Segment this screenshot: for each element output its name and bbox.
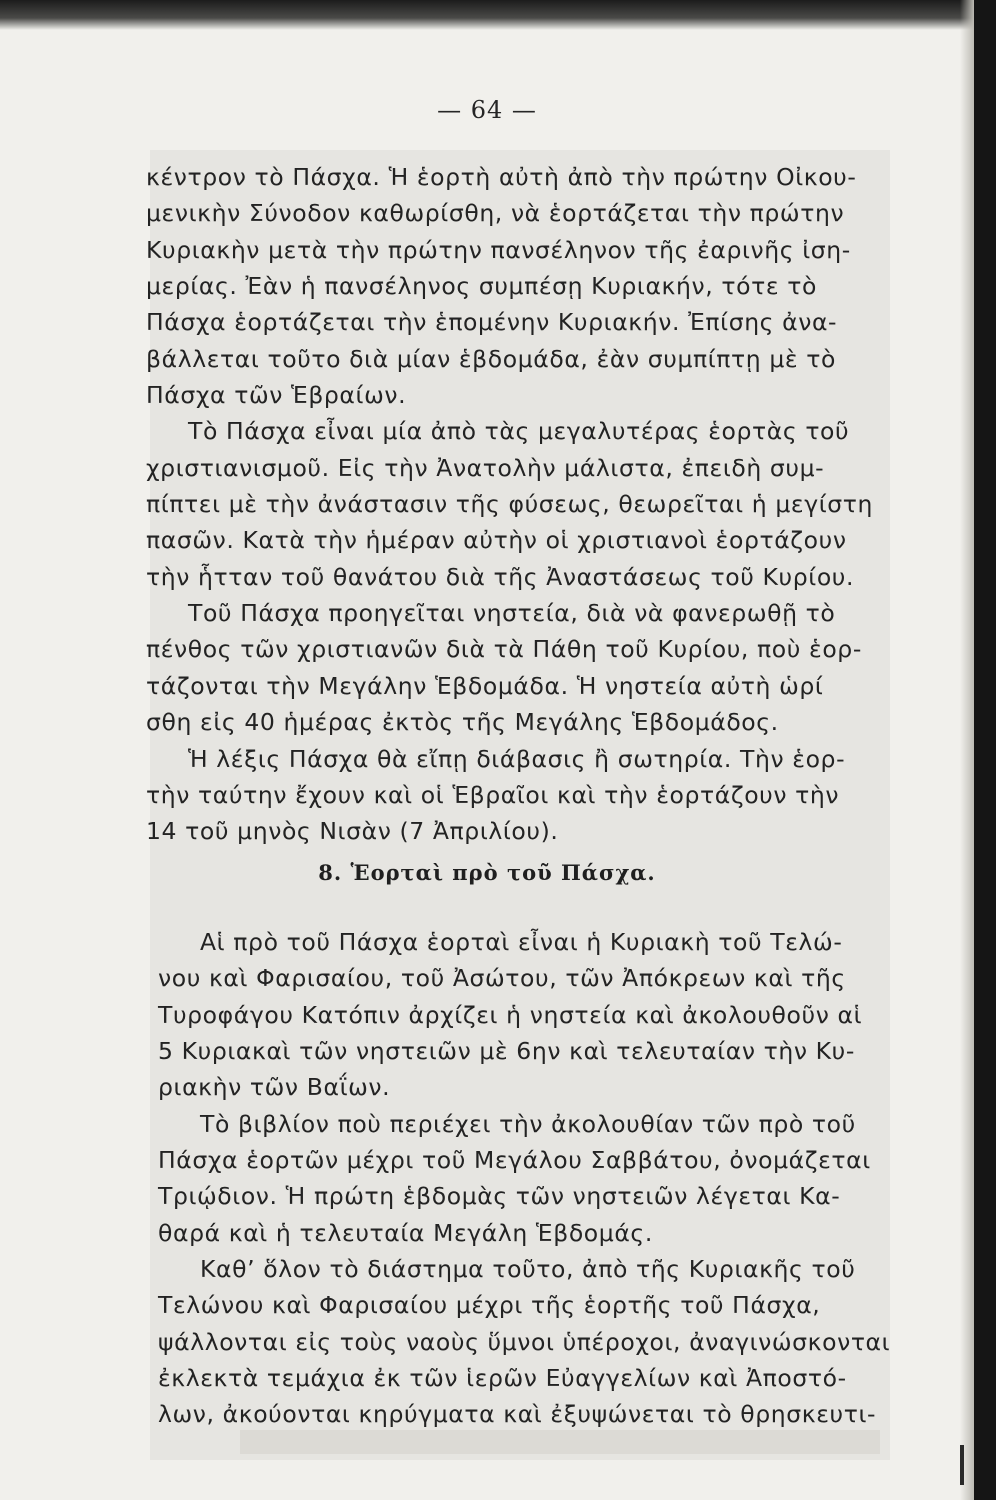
text-line: πίπτει μὲ τὴν ἀνάστασιν τῆς φύσεως, θεωρεῖται ἡ μεγίστη: [146, 490, 873, 519]
text-line: Πάσχα τῶν Ἑβραίων.: [146, 381, 407, 410]
text-line: κέντρον τὸ Πάσχα. Ἡ ἑορτὴ αὐτὴ ἀπὸ τὴν πρώτην Οἰκου-: [146, 163, 857, 191]
text-line: βάλλεται τοῦτο διὰ μίαν ἑβδομάδα, ἐὰν συμπίπτῃ μὲ τὸ: [146, 344, 837, 373]
text-line: Τυροφάγου Κατόπιν ἀρχίζει ἡ νηστεία καὶ ἀκολουθοῦν αἱ: [158, 1000, 863, 1029]
text-line: πασῶν. Κατὰ τὴν ἡμέραν αὐτὴν οἱ χριστιανοὶ ἑορτάζουν: [146, 526, 847, 555]
paragraph-block: [146, 159, 926, 850]
page-gutter-shadow: [960, 0, 974, 1500]
text-line: ψάλλονται εἰς τοὺς ναοὺς ὕμνοι ὑπέροχοι, ἀναγινώσκονται: [158, 1327, 891, 1356]
page-number: — 64 —: [437, 96, 537, 124]
section-block: [158, 924, 938, 1433]
text-line: λων, ἀκούονται κηρύγματα καὶ ἐξυψώνεται τὸ θρησκευτι-: [158, 1400, 877, 1429]
text-line: Πάσχα ἑορτάζεται τὴν ἑπομένην Κυριακήν. Ἐπίσης ἀνα-: [146, 308, 838, 337]
text-line: 14 τοῦ μηνὸς Νισὰν (7 Ἀπριλίου).: [146, 817, 559, 846]
text-line: Τὸ βιβλίον ποὺ περιέχει τὴν ἀκολουθίαν τῶν πρὸ τοῦ: [200, 1109, 856, 1138]
text-line: ἐκλεκτὰ τεμάχια ἐκ τῶν ἱερῶν Εὐαγγελίων καὶ Ἀποστό-: [158, 1364, 847, 1393]
bleed-through-text: [240, 1430, 880, 1454]
section-heading: 8. Ἑορταὶ πρὸ τοῦ Πάσχα.: [318, 860, 656, 885]
text-line: θαρά καὶ ἡ τελευταία Μεγάλη Ἑβδομάς.: [158, 1218, 653, 1247]
text-line: Κυριακὴν μετὰ τὴν πρώτην πανσέληνον τῆς ἐαρινῆς ἰση-: [146, 235, 851, 264]
page-edge-mark: [960, 1445, 964, 1485]
text-line: μενικὴν Σύνοδον καθωρίσθη, νὰ ἑορτάζεται τὴν πρώτην: [146, 199, 845, 228]
text-line: Ἡ λέξις Πάσχα θὰ εἴπῃ διάβασις ἢ σωτηρία. Τὴν ἑορ-: [188, 744, 846, 773]
scan-top-shadow: [0, 0, 974, 30]
text-line: Αἱ πρὸ τοῦ Πάσχα ἑορταὶ εἶναι ἡ Κυριακὴ τοῦ Τελώ-: [200, 928, 843, 956]
text-line: ριακὴν τῶν Βαΐων.: [158, 1073, 391, 1102]
text-line: Τελώνου καὶ Φαρισαίου μέχρι τῆς ἑορτῆς τοῦ Πάσχα,: [158, 1291, 821, 1320]
text-line: Πάσχα ἑορτῶν μέχρι τοῦ Μεγάλου Σαββάτου, ὀνομάζεται: [158, 1146, 871, 1175]
text-line: νου καὶ Φαρισαίου, τοῦ Ἀσώτου, τῶν Ἀπόκρεων καὶ τῆς: [158, 964, 846, 993]
text-line: τὴν ταύτην ἔχουν καὶ οἱ Ἑβραῖοι καὶ τὴν ἑορτάζουν τὴν: [146, 780, 840, 809]
text-line: τάζονται τὴν Μεγάλην Ἑβδομάδα. Ἡ νηστεία αὐτὴ ὡρί: [146, 671, 824, 700]
text-line: μερίας. Ἐὰν ἡ πανσέληνος συμπέσῃ Κυριακήν, τότε τὸ: [146, 272, 817, 301]
text-line: 5 Κυριακαὶ τῶν νηστειῶν μὲ 6ην καὶ τελευταίαν τὴν Κυ-: [158, 1037, 855, 1066]
text-line: Τοῦ Πάσχα προηγεῖται νηστεία, διὰ νὰ φανερωθῇ τὸ: [188, 599, 836, 628]
text-line: τὴν ἧτταν τοῦ θανάτου διὰ τῆς Ἀναστάσεως τοῦ Κυρίου.: [146, 562, 855, 591]
text-line: χριστιανισμοῦ. Εἰς τὴν Ἀνατολὴν μάλιστα, ἐπειδὴ συμ-: [146, 453, 825, 482]
text-line: Καθ’ ὅλον τὸ διάστημα τοῦτο, ἀπὸ τῆς Κυριακῆς τοῦ: [200, 1255, 856, 1284]
text-line: πένθος τῶν χριστιανῶν διὰ τὰ Πάθη τοῦ Κυρίου, ποὺ ἑορ-: [146, 635, 862, 664]
text-line: Τριῴδιον. Ἡ πρώτη ἑβδομὰς τῶν νηστειῶν λέγεται Κα-: [158, 1182, 841, 1211]
text-line: Τὸ Πάσχα εἶναι μία ἀπὸ τὰς μεγαλυτέρας ἑορτὰς τοῦ: [188, 417, 850, 446]
text-line: σθη εἰς 40 ἡμέρας ἐκτὸς τῆς Μεγάλης Ἑβδομάδος.: [146, 708, 779, 737]
